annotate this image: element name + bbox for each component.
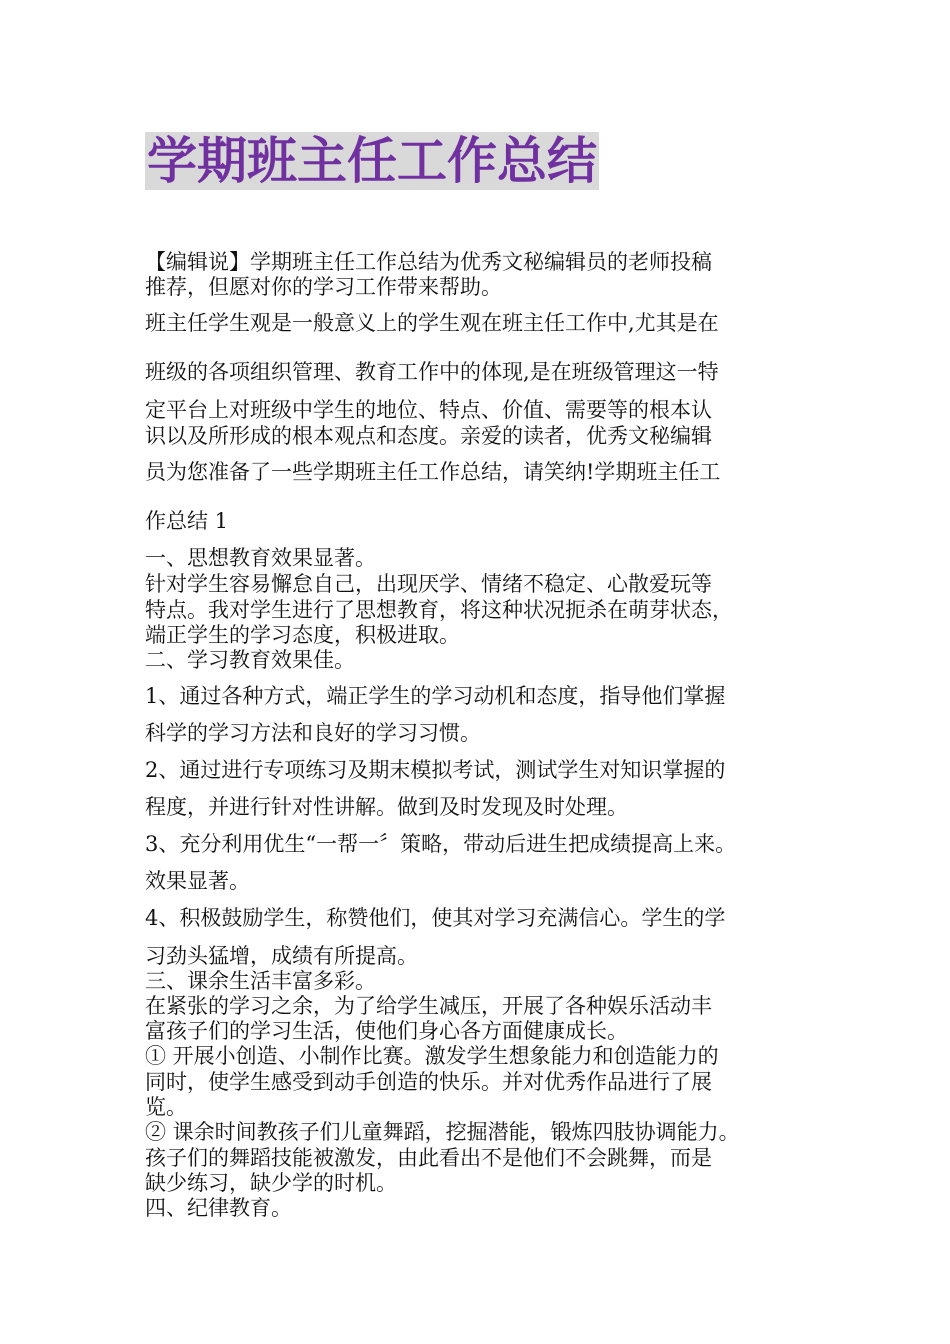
text-line: 富孩子们的学习生活，使他们身心各方面健康成长。 bbox=[145, 1019, 628, 1043]
text-line: 班级的各项组织管理、教育工作中的体现,是在班级管理这一特 bbox=[145, 360, 719, 384]
text-line: 识以及所形成的根本观点和态度。亲爱的读者，优秀文秘编辑 bbox=[145, 424, 712, 448]
text-line: 【编辑说】学期班主任工作总结为优秀文秘编辑员的老师投稿 bbox=[145, 250, 712, 274]
text-line: 习劲头猛增，成绩有所提高。 bbox=[145, 944, 418, 968]
text-line: 缺少练习，缺少学的时机。 bbox=[145, 1171, 397, 1195]
text-line: 2、通过进行专项练习及期末模拟考试，测试学生对知识掌握的 bbox=[145, 758, 726, 782]
text-line: 在紧张的学习之余，为了给学生减压，开展了各种娱乐活动丰 bbox=[145, 994, 712, 1018]
text-line: 三、课余生活丰富多彩。 bbox=[145, 969, 376, 993]
document-title: 学期班主任工作总结 bbox=[147, 132, 597, 190]
text-line: 特点。我对学生进行了思想教育，将这种状况扼杀在萌芽状态， bbox=[145, 598, 733, 622]
text-line: 二、学习教育效果佳。 bbox=[145, 648, 355, 672]
text-line: ② 课余时间教孩子们儿童舞蹈，挖掘潜能，锻炼四肢协调能力。 bbox=[145, 1120, 740, 1144]
text-line: 四、纪律教育。 bbox=[145, 1196, 292, 1220]
text-line: 科学的学习方法和良好的学习习惯。 bbox=[145, 721, 481, 745]
text-line: 4、积极鼓励学生，称赞他们，使其对学习充满信心。学生的学 bbox=[145, 906, 726, 930]
text-line: 程度，并进行针对性讲解。做到及时发现及时处理。 bbox=[145, 795, 628, 819]
text-line: 针对学生容易懈怠自己，出现厌学、情绪不稳定、心散爱玩等 bbox=[145, 572, 712, 596]
text-line: 端正学生的学习态度，积极进取。 bbox=[145, 623, 460, 647]
text-line: 员为您准备了一些学期班主任工作总结，请笑纳!学期班主任工 bbox=[145, 460, 721, 484]
text-line: 班主任学生观是一般意义上的学生观在班主任工作中,尤其是在 bbox=[145, 311, 719, 335]
text-line: 1、通过各种方式，端正学生的学习动机和态度，指导他们掌握 bbox=[145, 684, 726, 708]
text-line: 3、充分利用优生“一帮一〞策略，带动后进生把成绩提高上来。 bbox=[145, 832, 737, 856]
text-line: 效果显著。 bbox=[145, 869, 250, 893]
text-line: 孩子们的舞蹈技能被激发，由此看出不是他们不会跳舞，而是 bbox=[145, 1146, 712, 1170]
text-line: 一、思想教育效果显著。 bbox=[145, 546, 376, 570]
title-highlight bbox=[145, 132, 599, 190]
text-line: ① 开展小创造、小制作比赛。激发学生想象能力和创造能力的 bbox=[145, 1044, 719, 1068]
text-line: 定平台上对班级中学生的地位、特点、价值、需要等的根本认 bbox=[145, 398, 712, 422]
text-line: 同时，使学生感受到动手创造的快乐。并对优秀作品进行了展 bbox=[145, 1070, 712, 1094]
text-line: 推荐，但愿对你的学习工作带来帮助。 bbox=[145, 275, 502, 299]
text-line: 览。 bbox=[145, 1095, 187, 1119]
text-line: 作总结 1 bbox=[145, 509, 229, 533]
